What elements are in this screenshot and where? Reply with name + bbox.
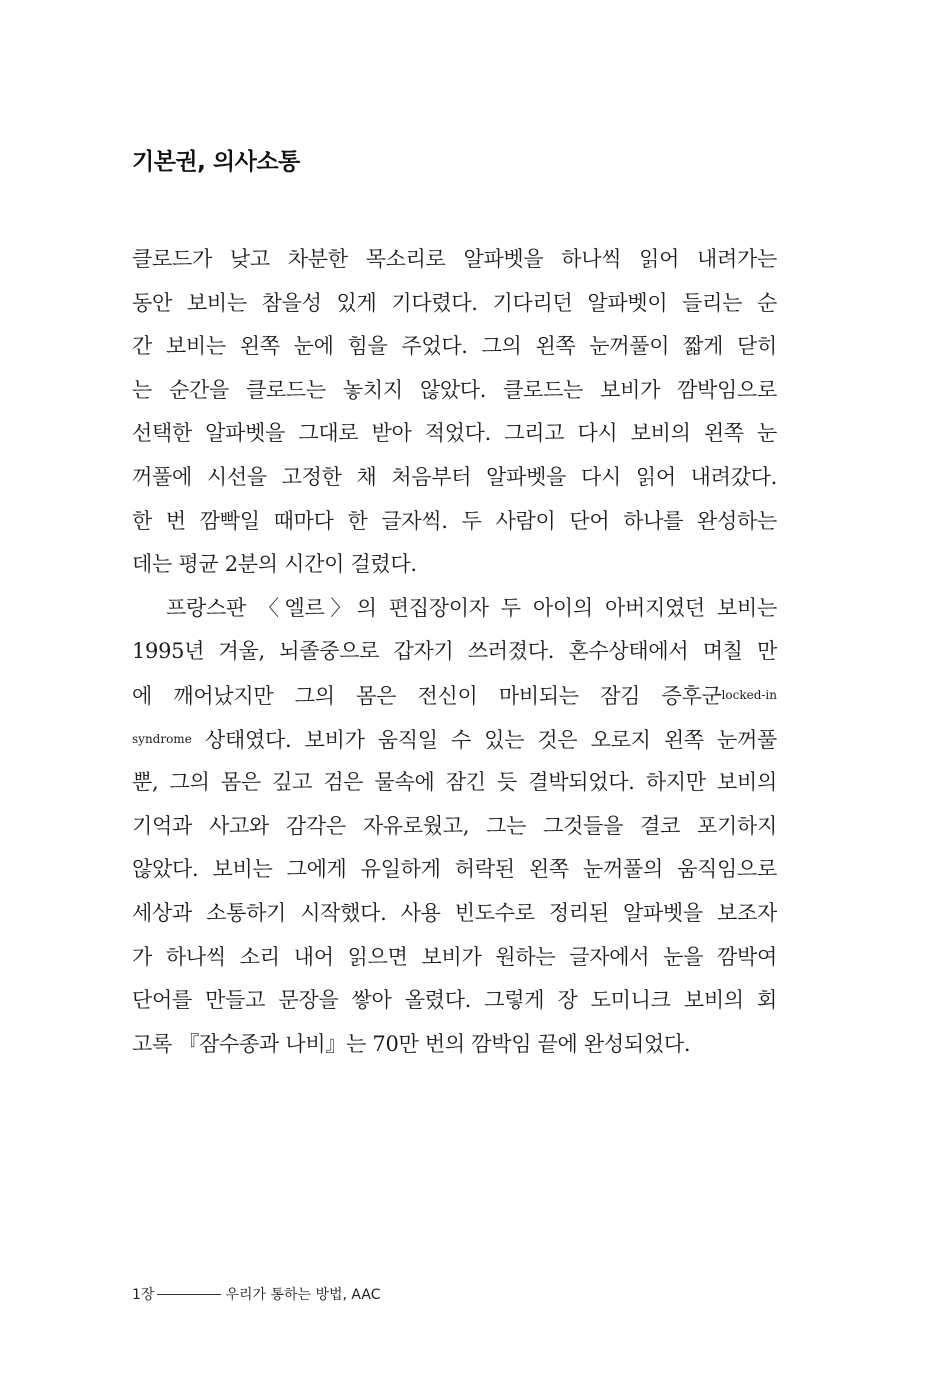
text-line: 간 보비는 왼쪽 눈에 힘을 주었다. 그의 왼쪽 눈꺼풀이 짧게 닫히	[132, 334, 777, 359]
text-line: 않았다. 보비는 그에게 유일하게 허락된 왼쪽 눈꺼풀의 움직임으로	[132, 857, 777, 882]
text-line: 한 번 깜빡일 때마다 한 글자씩. 두 사람이 단어 하나를 완성하는	[132, 508, 777, 533]
body-text	[132, 238, 777, 1066]
footer-divider	[157, 1294, 221, 1295]
text-line: 동안 보비는 참을성 있게 기다렸다. 기다리던 알파벳이 들리는 순	[132, 290, 777, 315]
text-line: 단어를 만들고 문장을 쌓아 올렸다. 그렇게 장 도미니크 보비의 회	[132, 988, 777, 1013]
text-line: 데는 평균 2분의 시간이 걸렸다.	[132, 552, 417, 577]
text-line: 는 순간을 클로드는 놓치지 않았다. 클로드는 보비가 깜박임으로	[132, 377, 777, 402]
footer-title: 우리가 통하는 방법, AAC	[225, 1287, 381, 1303]
text-line: 세상과 소통하기 시작했다. 사용 빈도수로 정리된 알파벳을 보조자	[132, 900, 777, 925]
text-line: 가 하나씩 소리 내어 읽으면 보비가 원하는 글자에서 눈을 깜박여	[132, 944, 777, 969]
footer-chapter: 1장	[132, 1287, 155, 1303]
annotation-syndrome: syndrome	[132, 731, 192, 746]
annotation-locked-in: locked-in	[721, 687, 777, 702]
running-footer	[132, 1284, 381, 1304]
section-title: 기본권, 의사소통	[132, 149, 300, 175]
text-line: 선택한 알파벳을 그대로 받아 적었다. 그리고 다시 보비의 왼쪽 눈	[132, 421, 777, 446]
text-line: 1995년 겨울, 뇌졸중으로 갑자기 쓰러졌다. 혼수상태에서 며칠 만	[132, 639, 777, 664]
text-fragment: 상태였다. 보비가 움직일 수 있는 것은 오로지 왼쪽 눈꺼풀	[191, 727, 777, 752]
text-line-with-annotation	[132, 674, 777, 718]
text-line-with-annotation	[132, 718, 777, 762]
text-line: 클로드가 낮고 차분한 목소리로 알파벳을 하나씩 읽어 내려가는	[132, 247, 777, 271]
text-fragment: 에 깨어났지만 그의 몸은 전신이 마비되는 잠김 증후군	[132, 683, 722, 708]
text-line: 기억과 사고와 감각은 자유로웠고, 그는 그것들을 결코 포기하지	[132, 813, 777, 838]
text-line: 고록 『잠수종과 나비』는 70만 번의 깜박임 끝에 완성되었다.	[132, 1031, 691, 1056]
text-line: 프랑스판 〈엘르〉의 편집장이자 두 아이의 아버지였던 보비는	[166, 595, 777, 620]
text-line: 꺼풀에 시선을 고정한 채 처음부터 알파벳을 다시 읽어 내려갔다.	[132, 464, 777, 489]
text-line: 뿐, 그의 몸은 깊고 검은 물속에 잠긴 듯 결박되었다. 하지만 보비의	[132, 770, 777, 795]
